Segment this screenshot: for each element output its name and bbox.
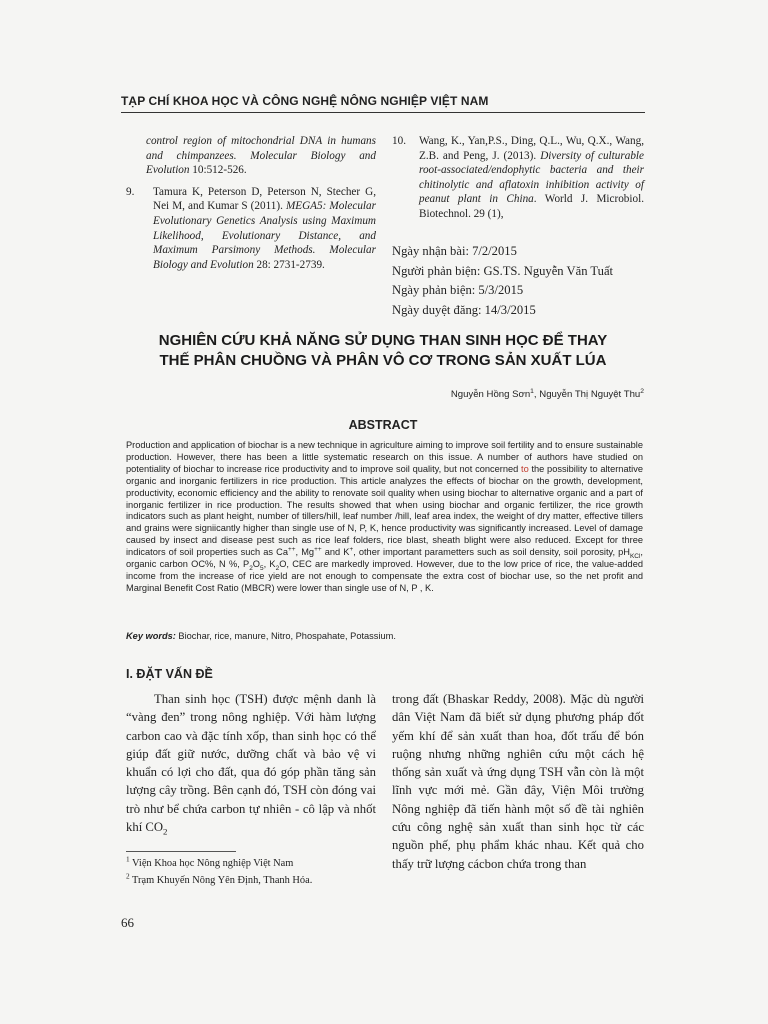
reference-continuation <box>126 134 376 178</box>
author-affiliation-mark: 2 <box>640 387 644 395</box>
abstract-text: , other important parametters such as soil density, soil porosity, pH <box>353 547 630 558</box>
author-name: Nguyễn Thị Nguyệt Thu <box>539 389 641 400</box>
keywords-list: Biochar, rice, manure, Nitro, Phospahate, Potassium. <box>175 631 396 641</box>
subscript: 2 <box>249 564 253 572</box>
title-line-2: THẾ PHÂN CHUỒNG VÀ PHÂN VÔ CƠ TRONG SẢN XUẤT LÚA <box>159 352 607 369</box>
body-right-column: trong đất (Bhaskar Reddy, 2008). Mặc dù người dân Việt Nam đã biết sử dụng phương pháp đốt yếm khí để sản xuất than hoa, đốt trấu để bón ruộng nhưng những nghiên cứu một cách hệ thống sản xuất và ứng dụng TSH vẫn còn là một lĩnh vực mới mẻ. Gần đây, Viện Môi trường Nông nghiệp đã tiến hành một số đề tài nghiên cứu công nghệ sản xuất than sinh học từ các nguồn phế, phụ phẩm khác nhau. Kết quả cho thấy trữ lượng cácbon chứa trong than <box>392 692 644 871</box>
footnote-1 <box>126 855 312 872</box>
reviewer-name: Người phản biện: GS.TS. Nguyễn Văn Tuất <box>392 263 614 278</box>
author-list <box>451 389 644 400</box>
superscript: ++ <box>314 546 322 554</box>
references-right-column <box>392 134 644 229</box>
subscript: KCl <box>629 553 641 560</box>
references-left-column <box>126 134 376 279</box>
received-date: Ngày nhận bài: 7/2/2015 <box>392 244 517 258</box>
abstract-text: , organic carbon OC%, N %, P <box>126 547 643 570</box>
accepted-date: Ngày duyệt đăng: 14/3/2015 <box>392 302 536 317</box>
superscript: + <box>349 546 354 554</box>
footnote-text: Trạm Khuyến Nông Yên Định, Thanh Hóa. <box>129 875 313 886</box>
footnote-divider <box>126 851 236 852</box>
abstract-text: and K <box>321 547 350 558</box>
reference-source: 28: 2731-2739. <box>253 258 325 271</box>
subscript: 2 <box>163 826 168 837</box>
title-line-1: NGHIÊN CỨU KHẢ NĂNG SỬ DỤNG THAN SINH HỌC ĐỂ THAY <box>158 332 608 349</box>
reference-number: 10. <box>392 135 406 147</box>
reference-source: 10:512-526. <box>189 164 247 177</box>
header-divider <box>121 112 645 113</box>
author-separator: , <box>533 389 540 400</box>
abstract-text: Production and application of biochar is a new technique in agriculture aiming to improve soil fertility and to ensure sustainable production. However, there has been a little systematic research on this issue. A number of authors have studied on potentiality of biochar to increase rice productivity and to improve soil quality, but not concerned <box>126 440 643 474</box>
abstract-text: O <box>252 559 260 570</box>
abstract-text: , Mg <box>295 547 315 558</box>
keywords <box>126 631 396 641</box>
section-heading: I. ĐẶT VẤN ĐỀ <box>126 667 213 681</box>
highlighted-word: to <box>521 463 529 474</box>
review-date: Ngày phản biện: 5/3/2015 <box>392 283 524 297</box>
superscript: ++ <box>287 546 296 554</box>
reference-title: control region of mitochondrial DNA in humans and chimpanzees. Molecular Biology and Evolution <box>146 135 376 177</box>
article-dates <box>392 242 613 320</box>
subscript: 5 <box>260 564 264 572</box>
reference-title: MEGA5: Molecular Evolutionary Genetics Analysis using Maximum Likelihood, Evolutionary Distance, and Maximum Parsimony Methods. Molecular Biology and Evolution <box>153 200 376 271</box>
footnotes <box>126 855 312 889</box>
journal-header: TẠP CHÍ KHOA HỌC VÀ CÔNG NGHỆ NÔNG NGHIỆP VIỆT NAM <box>121 94 489 108</box>
article-title <box>121 331 645 371</box>
subscript: 2 <box>275 564 280 572</box>
body-text: Than sinh học (TSH) được mệnh danh là “vàng đen” trong nông nghiệp. Với hàm lượng carbon cao và đặc tính xốp, than sinh học có thể giúp đất giữ nước, dưỡng chất và bảo vệ vi khuẩn có lợi cho đất, qua đó góp phần tăng sản lượng cây trồng. Bên cạnh đó, TSH còn đóng vai trò như bể chứa carbon tự nhiên - cô lập và nhốt khí CO <box>126 692 376 835</box>
abstract-heading: ABSTRACT <box>348 418 418 432</box>
reference-source: . World J. Microbiol. Biotechnol. 29 (1), <box>419 193 644 220</box>
reference-authors: Wang, K., Yan,P.S., Ding, Q.L., Wu, Q.X., Wang, Z.B. and Peng, J. (2013). <box>419 135 644 162</box>
reference-number: 9. <box>126 185 135 198</box>
reference-10 <box>392 134 644 222</box>
footnote-mark: 1 <box>126 855 130 864</box>
page-number: 66 <box>121 915 134 930</box>
abstract-body <box>126 440 643 595</box>
reference-9 <box>126 185 376 273</box>
reference-authors: Tamura K, Peterson D, Peterson N, Stecher G, Nei M, and Kumar S (2011). <box>153 185 376 213</box>
footnote-mark: 2 <box>126 872 130 881</box>
abstract-text: O, CEC are markedly improved. However, due to the low price of rice, the value-added income from the increase of rice yield are not enough to compensate the extra cost of biochar use, so the net profit and Marginal Benefit Cost Ratio (MBCR) were lower than single use of N, P , K. <box>126 559 643 593</box>
footnote-text: Viện Khoa học Nông nghiệp Việt Nam <box>129 858 294 869</box>
abstract-text: , K <box>263 559 276 570</box>
reference-title: Diversity of culturable root-associated/endophytic bacteria and their chitinolytic and aflatoxin inhibition activity of peanut plant in China <box>419 149 644 206</box>
abstract-text: the possibility to alternative organic and inorganic fertilizers in rice production. This article analyzes the effects of biochar on the growth, development, productivity, economic efficiency and the ability to renovate soil quality when using biochar to alternative organic and a part of inorganic fertilizer in rice production. The results showed that when using biochar and organic fertilizer, the rice growth indicators such as plant height, number of tillers/hill, leaf number /hill, leaf area index, the weight of dry matter, effective tillers and grains were signiicantly higher than single use of N, P, K, hence productivity was significantly increased. Level of damage caused by insect and disease pest such as rice leaf folders, rice blast, sheath blight were also reduced. Except for three indicators of soil properties such as Ca <box>126 463 643 558</box>
author-affiliation-mark: 1 <box>530 387 534 395</box>
body-left-column <box>126 690 376 836</box>
author-name: Nguyễn Hồng Sơn <box>450 389 531 400</box>
keywords-label: Key words: <box>126 631 176 641</box>
footnote-2 <box>126 872 312 889</box>
